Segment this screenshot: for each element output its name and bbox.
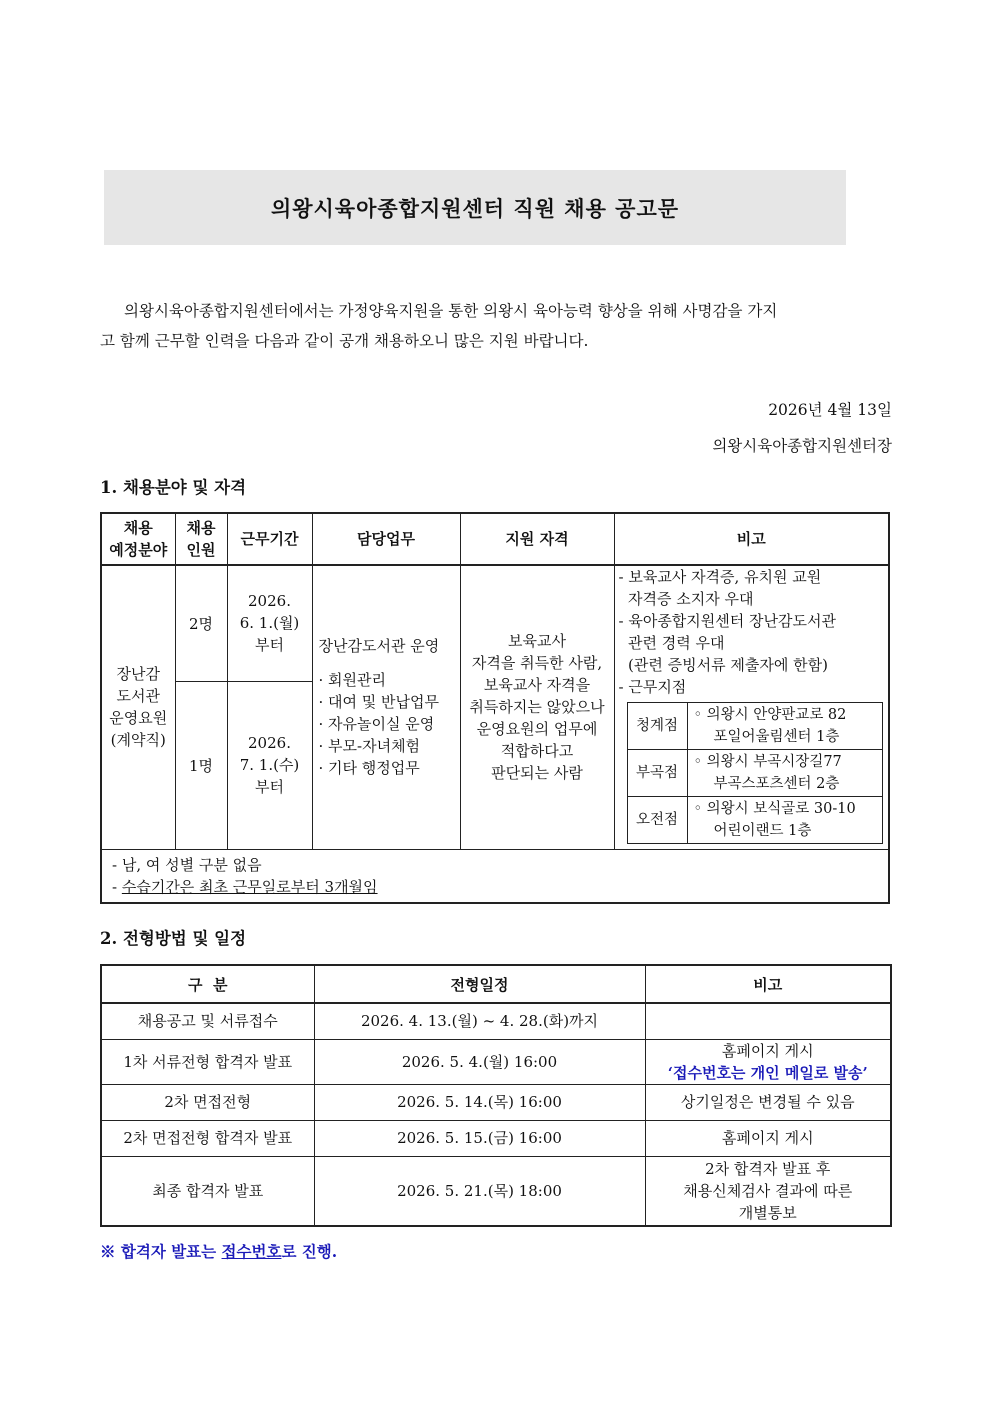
- qualification-cell: 보육교사 자격을 취득한 사람, 보육교사 자격을 취득하지는 않았으나 운영요원의 업무에 적합하다고 판단되는 사람: [460, 565, 614, 849]
- schedule-table: [100, 964, 892, 1227]
- header-schedule: 전형일정: [314, 965, 645, 1003]
- branch-address: ◦ 의왕시 안양판교로 82 포일어울림센터 1층: [687, 703, 882, 750]
- section1-heading: 1. 채용분야 및 자격: [100, 478, 247, 497]
- header-remarks: 비고: [614, 513, 889, 565]
- header-remarks2: 비고: [645, 965, 891, 1003]
- header-duty: 담당업무: [312, 513, 460, 565]
- branch-row: [627, 703, 882, 750]
- page-title: 의왕시육아종합지원센터 직원 채용 공고문: [104, 170, 846, 245]
- branch-row: [627, 750, 882, 797]
- intro-line-2: 고 함께 근무할 인력을 다음과 같이 공개 채용하오니 많은 지원 바랍니다.: [100, 332, 589, 350]
- recruit-footer: - 남, 여 성별 구분 없음 - 수습기간은 최초 근무일로부터 3개월임: [101, 849, 889, 903]
- intro-paragraph: [100, 296, 892, 356]
- header-kind: 구 분: [101, 965, 314, 1003]
- header-qualification: 지원 자격: [460, 513, 614, 565]
- count-row-2: 1명: [175, 681, 227, 849]
- header-count: 채용 인원: [175, 513, 227, 565]
- table-row: 채용공고 및 서류접수 2026. 4. 13.(월) ~ 4. 28.(화)까지: [101, 1003, 891, 1039]
- table-row: 최종 합격자 발표 2026. 5. 21.(목) 18:00 2차 합격자 발표 후 채용신체검사 결과에 따른 개별통보: [101, 1156, 891, 1226]
- intro-line-1: 의왕시육아종합지원센터에서는 가정양육지원을 통한 의왕시 육아능력 향상을 위해 사명감을 가지: [124, 302, 778, 320]
- table-row: 2차 면접전형 2026. 5. 14.(목) 16:00 상기일정은 변경될 수 있음: [101, 1084, 891, 1120]
- table-row: 1차 서류전형 합격자 발표 2026. 5. 4.(월) 16:00 홈페이지 게시 ‘접수번호는 개인 메일로 발송’: [101, 1039, 891, 1084]
- branch-name: 청계점: [627, 703, 687, 750]
- branch-row: [627, 797, 882, 844]
- announcement-date: 2026년 4월 13일: [768, 401, 892, 419]
- signer: 의왕시육아종합지원센터장: [712, 437, 892, 455]
- branch-name: 오전점: [627, 797, 687, 844]
- duty-title: 장난감도서관 운영: [318, 637, 440, 656]
- branch-name: 부곡점: [627, 750, 687, 797]
- probation-note: 수습기간은 최초 근무일로부터 3개월임: [121, 877, 378, 896]
- remarks-cell: - 보육교사 자격증, 유치원 교원 자격증 소지자 우대 - 육아종합지원센터 장난감도서관 관련 경력 우대 (관련 증빙서류 제출자에 한함) - 근무지점 청계점 ◦ 의왕시 안양판교로 82 포일어울림센터 1층 부곡점 ◦ 의왕시 부곡시장길77 부곡스포츠센터 2층 오전점 ◦ 의왕시 보식골로 30-10 어린이랜드 1층: [614, 565, 889, 849]
- period-row-2: 2026. 7. 1.(수) 부터: [227, 681, 312, 849]
- branch-address: ◦ 의왕시 보식골로 30-10 어린이랜드 1층: [687, 797, 882, 844]
- receipt-number: 접수번호: [221, 1242, 282, 1261]
- announcement-note: ※ 합격자 발표는 접수번호로 진행.: [100, 1242, 338, 1261]
- table-row: 2차 면접전형 합격자 발표 2026. 5. 15.(금) 16:00 홈페이지 게시: [101, 1120, 891, 1156]
- email-notice: ‘접수번호는 개인 메일로 발송’: [667, 1063, 868, 1082]
- branch-table: [627, 702, 883, 844]
- branch-address: ◦ 의왕시 부곡시장길77 부곡스포츠센터 2층: [687, 750, 882, 797]
- recruit-field: 장난감 도서관 운영요원 (계약직): [101, 565, 175, 849]
- duty-cell: 장난감도서관 운영 · 회원관리 · 대여 및 반납업무 · 자유놀이실 운영 · 부모-자녀체험 · 기타 행정업무: [312, 565, 460, 849]
- header-period: 근무기간: [227, 513, 312, 565]
- count-row-1: 2명: [175, 565, 227, 681]
- header-field: 채용 예정분야: [101, 513, 175, 565]
- recruit-table: [100, 512, 890, 904]
- period-row-1: 2026. 6. 1.(월) 부터: [227, 565, 312, 681]
- section2-heading: 2. 전형방법 및 일정: [100, 929, 247, 948]
